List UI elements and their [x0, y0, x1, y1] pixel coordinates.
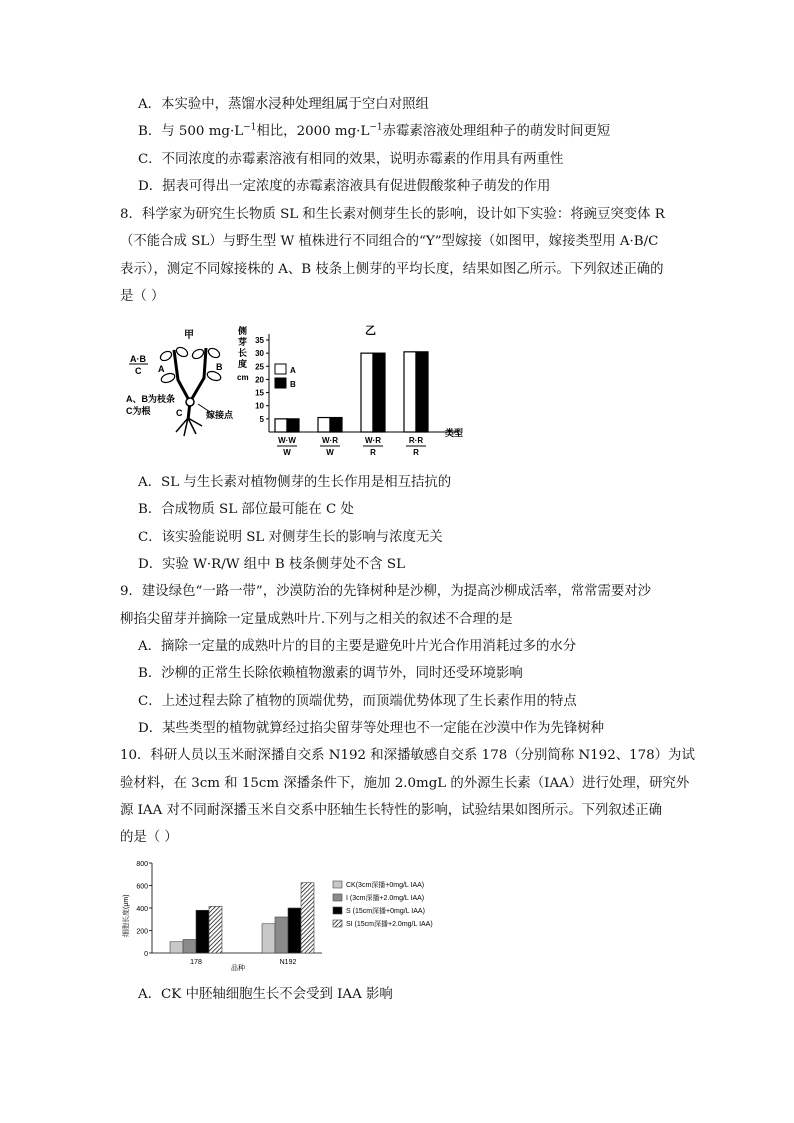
q7-option-a: A．本实验中，蒸馏水浸种处理组属于空白对照组	[138, 97, 429, 112]
note-root: C为根	[126, 406, 151, 416]
chart1-ylabel-char: 芽	[238, 337, 248, 347]
q7-option-b: B．与 500 $mg\cdot L^{-1}$相比，2000 $mg\cdot L^{-1}$赤霉素溶液处理组种子的萌发时间更短	[138, 122, 611, 139]
chart1-ytick-label: 25	[255, 362, 264, 372]
chart1-xtick-top: W·W	[278, 436, 296, 445]
chart2-bar	[183, 940, 196, 954]
chart2-bar	[170, 942, 183, 953]
q8-option-a: A．SL 与生长素对植物侧芽的生长作用是相互拮抗的	[138, 475, 452, 490]
graft-formula-bottom: C	[135, 366, 142, 376]
q7-option-d: D．据表可得出一定浓度的赤霉素溶液具有促进假酸浆种子萌发的作用	[138, 179, 551, 194]
chart1-xtick-top: R·R	[408, 436, 424, 445]
chart2-ytick-label: 200	[136, 928, 148, 936]
q10-option-a: A．CK 中胚轴细胞生长不会受到 IAA 影响	[138, 987, 393, 1002]
q7-option-c: C．不同浓度的赤霉素溶液有相同的效果，说明赤霉素的作用具有两重性	[138, 152, 564, 167]
chart2-bar	[275, 917, 288, 953]
chart1-bar	[373, 353, 385, 432]
q8-stem-line3: 表示），测定不同嫁接株的 A、B 枝条上侧芽的平均长度，结果如图乙所示。下列叙述正确的	[120, 262, 664, 277]
q10-stem-line4: 的是（ ）	[120, 830, 178, 845]
chart2-legend-swatch	[333, 894, 342, 901]
chart2-ytick-label: 600	[136, 883, 148, 891]
q9-option-a: A．摘除一定量的成熟叶片的目的主要是避免叶片光合作用消耗过多的水分	[138, 639, 577, 654]
chart-cell-length	[118, 855, 463, 975]
chart1-xtick-top: W·R	[365, 436, 381, 445]
chart1-ytick-label: 15	[255, 388, 264, 398]
q9-stem-line1: 9．建设绿色“一路一带”，沙漠防治的先锋树种是沙柳，为提高沙柳成活率，常常需要对沙	[120, 584, 652, 599]
chart1-legend-swatch	[275, 378, 286, 388]
chart1-ylabel-char: 侧	[238, 326, 248, 336]
chart1-ylabel-char: 度	[238, 359, 248, 369]
q8-stem-line1: 8．科学家为研究生长物质 SL 和生长素对侧芽生长的影响，设计如下实验：将豌豆突变体 R	[120, 207, 665, 222]
q8-stem-line4: 是（ ）	[120, 289, 165, 304]
q10-stem-line1: 10．科研人员以玉米耐深播自交系 N192 和深播敏感自交系 178（分别简称 N192、178）为试	[120, 748, 695, 763]
chart1-bar	[330, 418, 342, 432]
chart2-xlabel: 品种	[231, 965, 245, 972]
chart1-ytick-label: 5	[259, 414, 264, 424]
chart2-bar	[288, 908, 301, 953]
q8-option-d: D．实验 W·R/W 组中 B 枝条侧芽处不含 SL	[138, 557, 405, 572]
q9-option-c: C．上述过程去除了植物的顶端优势，而顶端优势体现了生长素作用的特点	[138, 694, 577, 709]
chart2-legend-swatch	[333, 920, 342, 927]
chart1-ytick-label: 10	[255, 401, 264, 411]
chart2-ytick-label: 400	[136, 906, 148, 913]
chart1-ylabel-unit: cm	[237, 373, 249, 382]
chart1-xtick-bottom: R	[413, 448, 419, 457]
note-branches: A、B为枝条	[126, 394, 175, 404]
graft-point-label: 嫁接点	[206, 410, 234, 420]
chart1-legend-label: B	[290, 380, 296, 389]
chart2-legend-swatch	[333, 881, 342, 888]
chart2-legend-swatch	[333, 907, 342, 914]
chart2-ytick-label: 800	[136, 861, 148, 868]
chart1-ytick-label: 30	[255, 349, 264, 359]
graft-point-marker	[186, 398, 194, 406]
fig-jia-title: 甲	[184, 330, 194, 341]
chart2-legend-label: CK(3cm深播+0mg/L IAA)	[346, 882, 425, 889]
branch-a	[174, 350, 190, 402]
q8-option-c: C．该实验能说明 SL 对侧芽生长的影响与浓度无关	[138, 530, 443, 545]
chart1-xlabel: 类型	[445, 428, 464, 438]
chart1-xtick-bottom: W	[326, 448, 334, 457]
chart2-bar	[301, 883, 314, 953]
roots	[176, 418, 202, 436]
chart2-bar	[196, 910, 209, 953]
chart2-ytick-label: 0	[144, 951, 148, 958]
q10-stem-line2: 验材料，在 3cm 和 15cm 深播条件下，施加 2.0mgL 的外源生长素（IAA）进行处理，研究外	[120, 776, 690, 791]
chart2-xtick-label: 178	[190, 959, 202, 966]
chart1-ytick-label: 35	[255, 336, 264, 345]
chart2-ylabel: 细胞长度(μm)	[123, 894, 130, 937]
graft-formula-top: A·B	[130, 354, 146, 364]
label-b: B	[216, 362, 223, 372]
chart1-ylabel-char: 长	[238, 348, 248, 358]
q9-option-b: B．沙柳的正常生长除依赖植物激素的调节外，同时还受环境影响	[138, 666, 523, 681]
chart2-legend-label: SI (15cm深播+2.0mg/L IAA)	[346, 921, 433, 928]
chart1-title: 乙	[365, 325, 376, 337]
chart1-bar	[318, 418, 330, 432]
chart1-ytick-label: 20	[255, 375, 264, 385]
chart2-legend-label: I (3cm深播+2.0mg/L IAA)	[346, 895, 425, 902]
chart2-bar	[262, 924, 275, 953]
chart1-bar	[404, 352, 416, 432]
chart1-bar	[361, 353, 373, 432]
label-c: C	[176, 408, 183, 418]
chart1-legend-swatch	[275, 364, 286, 374]
chart1-bar	[275, 419, 287, 432]
chart2-bar	[209, 906, 222, 953]
chart1-xtick-bottom: W	[283, 448, 291, 457]
q8-stem-line2: （不能合成 SL）与野生型 W 植株进行不同组合的“Y”型嫁接（如图甲，嫁接类型用 A·B/C	[120, 234, 659, 249]
chart1-xtick-top: W·R	[322, 436, 338, 445]
q9-option-d: D．某些类型的植物就算经过掐尖留芽等处理也不一定能在沙漠中作为先锋树种	[138, 721, 605, 736]
chart2-legend-label: S (15cm深播+0mg/L IAA)	[346, 908, 425, 915]
chart2-xtick-label: N192	[279, 959, 297, 966]
q8-option-b: B．合成物质 SL 部位最可能在 C 处	[138, 502, 354, 517]
chart1-xtick-bottom: R	[370, 448, 376, 457]
chart-lateral-bud-length	[235, 320, 480, 460]
graft-diagram	[118, 320, 248, 440]
label-a: A	[158, 364, 165, 374]
q10-stem-line3: 源 IAA 对不同耐深播玉米自交系中胚轴生长特性的影响，试验结果如图所示。下列叙述正确	[120, 803, 662, 818]
chart1-bar	[416, 352, 428, 432]
chart1-bar	[287, 419, 299, 432]
q9-stem-line2: 柳掐尖留芽并摘除一定量成熟叶片.下列与之相关的叙述不合理的是	[120, 612, 513, 627]
chart1-legend-label: A	[290, 366, 296, 375]
